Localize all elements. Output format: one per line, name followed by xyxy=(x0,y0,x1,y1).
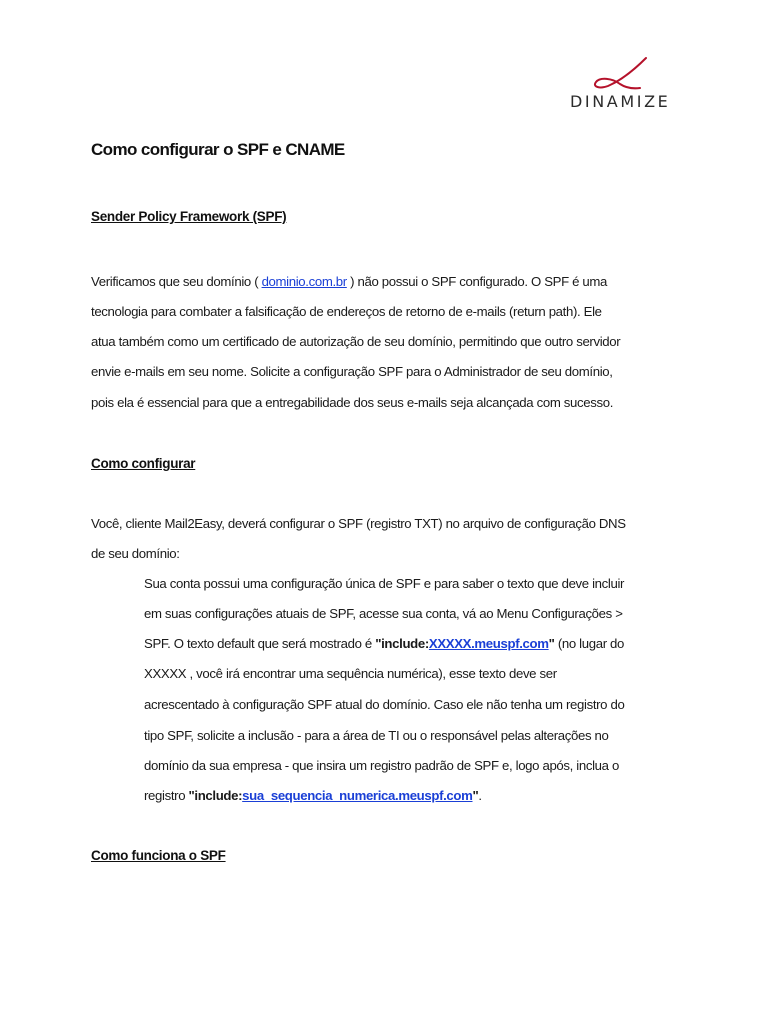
config-indent-line-6: tipo SPF, solicite a inclusão - para a área de TI ou o responsável pelas alterações no xyxy=(144,728,609,743)
config-text: registro xyxy=(144,788,189,803)
heading-how-spf-works: Como funciona o SPF xyxy=(91,848,226,863)
domain-link[interactable]: dominio.com.br xyxy=(261,274,347,289)
dinamize-swoosh-icon xyxy=(578,54,658,94)
intro-text: Verificamos que seu domínio ( xyxy=(91,274,262,289)
config-line-1: Você, cliente Mail2Easy, deverá configurar o SPF (registro TXT) no arquivo de configuração DNS xyxy=(91,516,626,531)
config-text: (no lugar do xyxy=(554,636,625,651)
intro-line-1 xyxy=(91,274,607,289)
config-indent-line-3 xyxy=(144,636,624,651)
heading-how-to-configure: Como configurar xyxy=(91,456,196,471)
config-indent-line-5: acrescentado à configuração SPF atual do domínio. Caso ele não tenha um registro do xyxy=(144,697,625,712)
intro-text: ) não possui o SPF configurado. O SPF é uma xyxy=(346,274,608,289)
config-indent-line-2: em suas configurações atuais de SPF, acesse sua conta, vá ao Menu Configurações > xyxy=(144,606,623,621)
config-indent-line-7: domínio da sua empresa - que insira um registro padrão de SPF e, logo após, inclua o xyxy=(144,758,619,773)
intro-line-4: envie e-mails em seu nome. Solicite a configuração SPF para o Administrador de seu domínio, xyxy=(91,364,613,379)
intro-line-5: pois ela é essencial para que a entregabilidade dos seus e-mails seja alcançada com sucesso. xyxy=(91,395,614,410)
include-prefix: "include: xyxy=(375,636,429,651)
config-line-2: de seu domínio: xyxy=(91,546,180,561)
config-indent-line-4: XXXXX , você irá encontrar uma sequência numérica), esse texto deve ser xyxy=(144,666,557,681)
include-prefix: "include: xyxy=(188,788,243,803)
page-title: Como configurar o SPF e CNAME xyxy=(91,140,345,159)
config-text: . xyxy=(478,788,482,803)
heading-spf: Sender Policy Framework (SPF) xyxy=(91,209,287,224)
logo-text: DINAMIZE xyxy=(570,92,671,111)
config-indent-line-1: Sua conta possui uma configuração única de SPF e para saber o texto que deve incluir xyxy=(144,576,625,591)
include-suffix: " xyxy=(548,636,555,651)
config-indent-line-8 xyxy=(144,788,482,803)
dinamize-logo xyxy=(566,54,676,116)
include-suffix: " xyxy=(472,788,479,803)
config-text: SPF. O texto default que será mostrado é xyxy=(144,636,376,651)
meuspf-link[interactable]: XXXXX.meuspf.com xyxy=(428,636,549,651)
intro-line-2: tecnologia para combater a falsificação de endereços de retorno de e-mails (return path). Ele xyxy=(91,304,602,319)
sequence-link[interactable]: sua_sequencia_numerica.meuspf.com xyxy=(242,788,473,803)
intro-line-3: atua também como um certificado de autorização de seu domínio, permitindo que outro servidor xyxy=(91,334,621,349)
